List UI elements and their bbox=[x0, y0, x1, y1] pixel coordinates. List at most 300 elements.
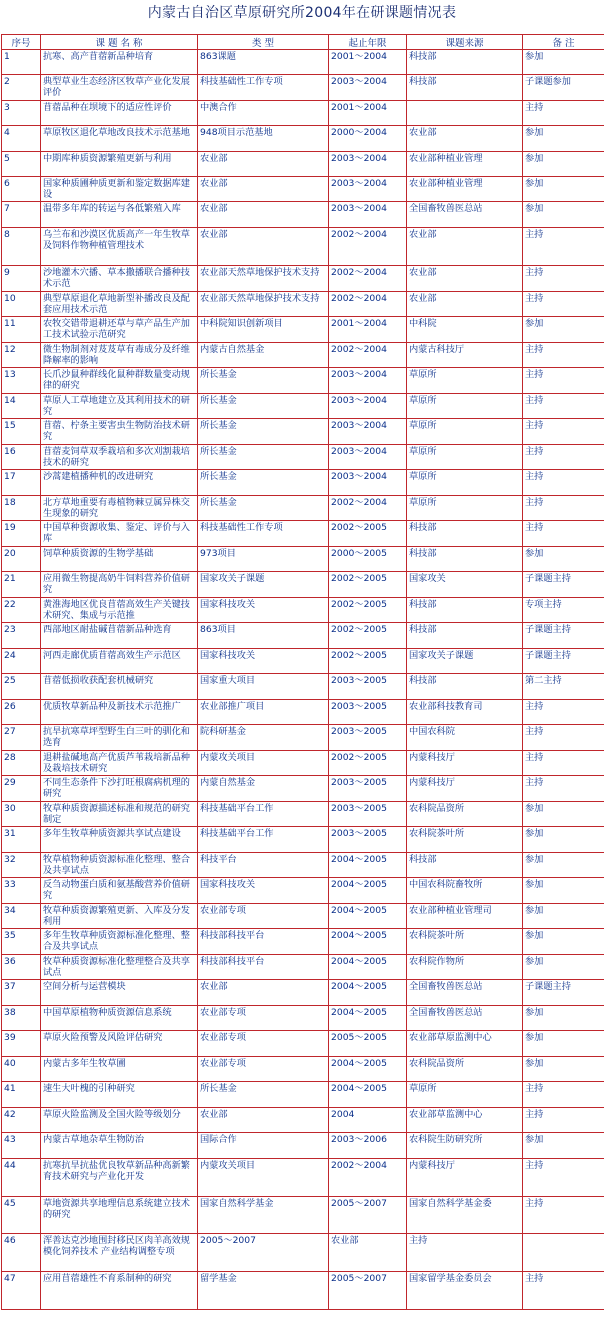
cell-no: 21 bbox=[2, 572, 41, 598]
cell-project-name: 应用微生物提高奶牛饲料营养价值研究 bbox=[41, 572, 198, 598]
cell-period: 2003～2005 bbox=[329, 802, 407, 827]
cell-type: 农业部 bbox=[198, 177, 329, 202]
table-body bbox=[2, 50, 604, 1310]
cell-source: 内蒙古科技厅 bbox=[407, 343, 523, 368]
cell-type: 科技基础平台工作 bbox=[198, 802, 329, 827]
cell-project-name: 草原火险监测及全国火险等级划分 bbox=[41, 1108, 198, 1133]
cell-no: 26 bbox=[2, 700, 41, 725]
cell-project-name: 沙蒿建植播种机的改进研究 bbox=[41, 470, 198, 496]
cell-remark: 主持 bbox=[523, 292, 604, 317]
cell-remark: 主持 bbox=[523, 470, 604, 496]
cell-type: 所长基金 bbox=[198, 368, 329, 394]
cell-remark: 参加 bbox=[523, 1133, 604, 1159]
cell-period: 2003～2005 bbox=[329, 776, 407, 802]
cell-no: 23 bbox=[2, 623, 41, 649]
cell-type: 863项目 bbox=[198, 623, 329, 649]
table-row bbox=[2, 496, 604, 521]
cell-period: 2002～2005 bbox=[329, 751, 407, 776]
cell-remark: 参加 bbox=[523, 802, 604, 827]
cell-source: 农科院茶叶所 bbox=[407, 929, 523, 955]
table-row bbox=[2, 929, 604, 955]
cell-no: 39 bbox=[2, 1031, 41, 1057]
cell-remark: 主持 bbox=[523, 1272, 604, 1310]
cell-source: 科技部 bbox=[407, 50, 523, 75]
cell-project-name: 苜蓿、柠条主要害虫生物防治技术研究 bbox=[41, 419, 198, 445]
cell-source: 主持 bbox=[407, 1234, 523, 1272]
cell-period: 2004～2005 bbox=[329, 955, 407, 980]
cell-source: 草原所 bbox=[407, 470, 523, 496]
cell-remark: 主持 bbox=[523, 521, 604, 547]
cell-project-name: 草地资源共享地理信息系统建立技术的研究 bbox=[41, 1197, 198, 1234]
cell-no: 18 bbox=[2, 496, 41, 521]
cell-no: 6 bbox=[2, 177, 41, 202]
table-row bbox=[2, 292, 604, 317]
cell-project-name: 沙地灌木穴播、草本撒播联合播种技术示范 bbox=[41, 266, 198, 292]
cell-project-name: 国家种质圃种质更新和鉴定数据库建设 bbox=[41, 177, 198, 202]
cell-project-name: 草原火险预警及风险评估研究 bbox=[41, 1031, 198, 1057]
cell-no: 29 bbox=[2, 776, 41, 802]
cell-period: 2003～2005 bbox=[329, 827, 407, 853]
cell-remark: 参加 bbox=[523, 317, 604, 343]
cell-project-name: 多年生牧草种质资源共享试点建设 bbox=[41, 827, 198, 853]
cell-type: 农业部专项 bbox=[198, 904, 329, 929]
cell-source: 草原所 bbox=[407, 394, 523, 419]
cell-remark: 子课题主持 bbox=[523, 623, 604, 649]
cell-project-name: 草原人工草地建立及其利用技术的研究 bbox=[41, 394, 198, 419]
table-row bbox=[2, 751, 604, 776]
cell-project-name: 应用苜蓿雄性不育系制种的研究 bbox=[41, 1272, 198, 1310]
cell-type: 农业部 bbox=[198, 1108, 329, 1133]
cell-no: 5 bbox=[2, 152, 41, 177]
cell-remark: 参加 bbox=[523, 177, 604, 202]
cell-no: 15 bbox=[2, 419, 41, 445]
cell-project-name: 草原牧区退化草地改良技术示范基地 bbox=[41, 126, 198, 152]
cell-type: 科技基础性工作专项 bbox=[198, 521, 329, 547]
cell-remark: 子课题主持 bbox=[523, 572, 604, 598]
cell-source: 草原所 bbox=[407, 368, 523, 394]
cell-remark: 主持 bbox=[523, 266, 604, 292]
cell-type: 内蒙攻关项目 bbox=[198, 1159, 329, 1197]
cell-source: 草原所 bbox=[407, 419, 523, 445]
cell-no: 37 bbox=[2, 980, 41, 1006]
table-row bbox=[2, 547, 604, 572]
table-row bbox=[2, 368, 604, 394]
cell-no: 41 bbox=[2, 1082, 41, 1108]
cell-remark: 主持 bbox=[523, 725, 604, 751]
cell-source: 农业部科技教育司 bbox=[407, 700, 523, 725]
cell-no: 13 bbox=[2, 368, 41, 394]
cell-no: 40 bbox=[2, 1057, 41, 1082]
cell-type: 农业部专项 bbox=[198, 1006, 329, 1031]
cell-period: 2003～2004 bbox=[329, 419, 407, 445]
cell-source: 农科院作物所 bbox=[407, 955, 523, 980]
cell-no: 34 bbox=[2, 904, 41, 929]
cell-project-name: 温带多年库的转运与各低繁殖入库 bbox=[41, 202, 198, 228]
table-row bbox=[2, 521, 604, 547]
cell-source: 草原所 bbox=[407, 1082, 523, 1108]
cell-source: 内蒙科技厅 bbox=[407, 776, 523, 802]
table-row bbox=[2, 343, 604, 368]
table-row bbox=[2, 1272, 604, 1310]
cell-remark: 主持 bbox=[523, 1159, 604, 1197]
cell-project-name: 河西走廊优质苜蓿高效生产示范区 bbox=[41, 649, 198, 674]
cell-type: 863课题 bbox=[198, 50, 329, 75]
cell-project-name: 多年生牧草种质资源标准化整理、整合及共享试点 bbox=[41, 929, 198, 955]
cell-type: 国家重大项目 bbox=[198, 674, 329, 700]
cell-period: 2004～2005 bbox=[329, 929, 407, 955]
table-row bbox=[2, 445, 604, 470]
cell-source: 全国畜牧兽医总站 bbox=[407, 1006, 523, 1031]
cell-period: 2003～2004 bbox=[329, 75, 407, 101]
cell-type: 农业部 bbox=[198, 980, 329, 1006]
cell-type: 国际合作 bbox=[198, 1133, 329, 1159]
cell-project-name: 不同生态条件下沙打旺根腐病机理的研究 bbox=[41, 776, 198, 802]
cell-no: 9 bbox=[2, 266, 41, 292]
cell-period: 2004～2005 bbox=[329, 1082, 407, 1108]
cell-remark: 参加 bbox=[523, 547, 604, 572]
cell-period: 2004～2005 bbox=[329, 853, 407, 878]
cell-period: 2003～2005 bbox=[329, 725, 407, 751]
cell-no: 31 bbox=[2, 827, 41, 853]
cell-remark bbox=[523, 1234, 604, 1272]
cell-period: 2002～2004 bbox=[329, 1159, 407, 1197]
cell-type: 948项目示范基地 bbox=[198, 126, 329, 152]
cell-period: 2004 bbox=[329, 1108, 407, 1133]
cell-period: 2001～2004 bbox=[329, 50, 407, 75]
cell-no: 16 bbox=[2, 445, 41, 470]
cell-no: 20 bbox=[2, 547, 41, 572]
table-header-row bbox=[2, 35, 604, 50]
table-row bbox=[2, 152, 604, 177]
table-row bbox=[2, 1108, 604, 1133]
cell-no: 24 bbox=[2, 649, 41, 674]
table-row bbox=[2, 904, 604, 929]
cell-type: 内蒙自然基金 bbox=[198, 776, 329, 802]
cell-project-name: 牧草种质资源繁殖更新、入库及分发利用 bbox=[41, 904, 198, 929]
cell-remark: 参加 bbox=[523, 827, 604, 853]
cell-remark: 专项主持 bbox=[523, 598, 604, 623]
cell-source: 农业部草原监测中心 bbox=[407, 1031, 523, 1057]
cell-project-name: 黄淮海地区优良苜蓿高效生产关键技术研究、集成与示范推 bbox=[41, 598, 198, 623]
table-row bbox=[2, 1234, 604, 1272]
cell-source: 农业部 bbox=[407, 228, 523, 266]
cell-type: 农业部 bbox=[198, 152, 329, 177]
cell-no: 14 bbox=[2, 394, 41, 419]
cell-type: 农业部天然草地保护技术支持 bbox=[198, 292, 329, 317]
cell-no: 17 bbox=[2, 470, 41, 496]
cell-remark: 主持 bbox=[523, 1108, 604, 1133]
table-row bbox=[2, 827, 604, 853]
table-row bbox=[2, 878, 604, 904]
header-source: 课题来源 bbox=[407, 35, 523, 50]
table-row bbox=[2, 1031, 604, 1057]
cell-period: 2003～2004 bbox=[329, 202, 407, 228]
cell-no: 25 bbox=[2, 674, 41, 700]
cell-remark: 参加 bbox=[523, 853, 604, 878]
cell-no: 1 bbox=[2, 50, 41, 75]
table-row bbox=[2, 202, 604, 228]
cell-no: 12 bbox=[2, 343, 41, 368]
cell-period: 2001～2004 bbox=[329, 317, 407, 343]
table-row bbox=[2, 700, 604, 725]
cell-period: 2002～2005 bbox=[329, 598, 407, 623]
cell-type: 973项目 bbox=[198, 547, 329, 572]
cell-remark: 主持 bbox=[523, 496, 604, 521]
table-row bbox=[2, 674, 604, 700]
cell-source: 国家攻关 bbox=[407, 572, 523, 598]
cell-no: 4 bbox=[2, 126, 41, 152]
cell-remark: 参加 bbox=[523, 1057, 604, 1082]
cell-no: 47 bbox=[2, 1272, 41, 1310]
cell-project-name: 牧草植物种质资源标准化整理、整合及共享试点 bbox=[41, 853, 198, 878]
cell-period: 2005～2007 bbox=[329, 1272, 407, 1310]
cell-type: 国家科技攻关 bbox=[198, 878, 329, 904]
table-row bbox=[2, 1159, 604, 1197]
cell-type: 农业部天然草地保护技术支持 bbox=[198, 266, 329, 292]
cell-no: 7 bbox=[2, 202, 41, 228]
table-row bbox=[2, 853, 604, 878]
cell-source: 草原所 bbox=[407, 496, 523, 521]
cell-source: 内蒙科技厅 bbox=[407, 1159, 523, 1197]
table-row bbox=[2, 725, 604, 751]
cell-project-name: 牧草种质资源描述标准和规范的研究制定 bbox=[41, 802, 198, 827]
cell-period: 2005～2005 bbox=[329, 1031, 407, 1057]
cell-source: 农业部种植业管理 bbox=[407, 152, 523, 177]
table-row bbox=[2, 1133, 604, 1159]
cell-no: 38 bbox=[2, 1006, 41, 1031]
cell-type: 国家自然科学基金 bbox=[198, 1197, 329, 1234]
page-title: 内蒙古自治区草原研究所2004年在研课题情况表 bbox=[147, 5, 457, 21]
cell-project-name: 农牧交错带退耕还草与草产品生产加工技术试验示范研究 bbox=[41, 317, 198, 343]
cell-remark: 主持 bbox=[523, 700, 604, 725]
cell-period: 农业部 bbox=[329, 1234, 407, 1272]
cell-source: 农科院品资所 bbox=[407, 802, 523, 827]
cell-project-name: 反刍动物蛋白质和氨基酸营养价值研究 bbox=[41, 878, 198, 904]
cell-type: 农业部专项 bbox=[198, 1031, 329, 1057]
cell-source: 科技部 bbox=[407, 674, 523, 700]
cell-source: 草原所 bbox=[407, 445, 523, 470]
cell-type: 农业部 bbox=[198, 228, 329, 266]
cell-project-name: 饲草种质资源的生物学基础 bbox=[41, 547, 198, 572]
cell-source: 农业部 bbox=[407, 292, 523, 317]
cell-source: 科技部 bbox=[407, 853, 523, 878]
table-row bbox=[2, 802, 604, 827]
cell-project-name: 牧草种质资源标准化整理整合及共享试点 bbox=[41, 955, 198, 980]
cell-no: 10 bbox=[2, 292, 41, 317]
cell-source: 科技部 bbox=[407, 623, 523, 649]
cell-no: 22 bbox=[2, 598, 41, 623]
table-row bbox=[2, 317, 604, 343]
cell-type: 科技部科技平台 bbox=[198, 929, 329, 955]
cell-remark: 主持 bbox=[523, 343, 604, 368]
cell-period: 2002～2004 bbox=[329, 292, 407, 317]
cell-period: 2003～2004 bbox=[329, 445, 407, 470]
cell-period: 2002～2004 bbox=[329, 343, 407, 368]
table-row bbox=[2, 126, 604, 152]
cell-source bbox=[407, 101, 523, 126]
cell-period: 2003～2004 bbox=[329, 177, 407, 202]
cell-source: 国家留学基金委员会 bbox=[407, 1272, 523, 1310]
cell-period: 2000～2004 bbox=[329, 126, 407, 152]
cell-period: 2002～2004 bbox=[329, 228, 407, 266]
table-row bbox=[2, 228, 604, 266]
cell-period: 2003～2004 bbox=[329, 152, 407, 177]
cell-remark: 参加 bbox=[523, 50, 604, 75]
cell-type: 2005～2007 bbox=[198, 1234, 329, 1272]
table-row bbox=[2, 623, 604, 649]
cell-remark: 主持 bbox=[523, 419, 604, 445]
cell-no: 3 bbox=[2, 101, 41, 126]
cell-source: 农业部种植业管理司 bbox=[407, 904, 523, 929]
cell-no: 36 bbox=[2, 955, 41, 980]
cell-project-name: 苜蓿麦饲草双季栽培和多次刈割栽培技术的研究 bbox=[41, 445, 198, 470]
cell-type: 所长基金 bbox=[198, 470, 329, 496]
cell-project-name: 乌兰布和沙漠区优质高产一年生牧草及饲料作物种植管理技术 bbox=[41, 228, 198, 266]
cell-remark: 主持 bbox=[523, 445, 604, 470]
header-period: 起止年限 bbox=[329, 35, 407, 50]
cell-period: 2002～2004 bbox=[329, 266, 407, 292]
cell-period: 2004～2005 bbox=[329, 980, 407, 1006]
cell-period: 2003～2004 bbox=[329, 470, 407, 496]
cell-period: 2004～2005 bbox=[329, 878, 407, 904]
cell-no: 42 bbox=[2, 1108, 41, 1133]
cell-remark: 主持 bbox=[523, 776, 604, 802]
cell-source: 中科院 bbox=[407, 317, 523, 343]
cell-type: 科技基础性工作专项 bbox=[198, 75, 329, 101]
cell-type: 国家科技攻关 bbox=[198, 598, 329, 623]
cell-period: 2004～2005 bbox=[329, 1057, 407, 1082]
cell-type: 所长基金 bbox=[198, 419, 329, 445]
cell-project-name: 浑善达克沙地围封移民区肉羊高效规模化饲养技术 产业结构调整专项 bbox=[41, 1234, 198, 1272]
cell-remark: 参加 bbox=[523, 955, 604, 980]
cell-type: 科技部科技平台 bbox=[198, 955, 329, 980]
cell-project-name: 中期库种质资源繁殖更新与利用 bbox=[41, 152, 198, 177]
table-row bbox=[2, 1057, 604, 1082]
cell-project-name: 长爪沙鼠种群线化鼠种群数量变动规律的研究 bbox=[41, 368, 198, 394]
cell-project-name: 抗寒、高产苜蓿新品种培育 bbox=[41, 50, 198, 75]
cell-remark: 参加 bbox=[523, 152, 604, 177]
cell-source: 科技部 bbox=[407, 598, 523, 623]
cell-remark: 参加 bbox=[523, 1031, 604, 1057]
cell-type: 所长基金 bbox=[198, 1082, 329, 1108]
cell-remark: 参加 bbox=[523, 1006, 604, 1031]
table-row bbox=[2, 1197, 604, 1234]
cell-remark: 参加 bbox=[523, 202, 604, 228]
cell-remark: 参加 bbox=[523, 126, 604, 152]
cell-no: 35 bbox=[2, 929, 41, 955]
cell-project-name: 退耕盐碱地高产优质芦苇栽培新品种及栽培技术研究 bbox=[41, 751, 198, 776]
cell-period: 2004～2005 bbox=[329, 904, 407, 929]
table-row bbox=[2, 649, 604, 674]
cell-type: 所长基金 bbox=[198, 496, 329, 521]
cell-type: 所长基金 bbox=[198, 445, 329, 470]
cell-remark: 主持 bbox=[523, 228, 604, 266]
cell-no: 44 bbox=[2, 1159, 41, 1197]
header-project-name: 课 题 名 称 bbox=[41, 35, 198, 50]
cell-type: 国家攻关子课题 bbox=[198, 572, 329, 598]
cell-project-name: 北方草地重要有毒植物棘豆属异株交生现象的研究 bbox=[41, 496, 198, 521]
table-row bbox=[2, 980, 604, 1006]
table-row bbox=[2, 394, 604, 419]
cell-source: 全国畜牧兽医总站 bbox=[407, 980, 523, 1006]
cell-project-name: 苜蓿品种在坝境下的适应性评价 bbox=[41, 101, 198, 126]
cell-source: 内蒙科技厅 bbox=[407, 751, 523, 776]
cell-remark: 第二主持 bbox=[523, 674, 604, 700]
table-row bbox=[2, 470, 604, 496]
cell-project-name: 西部地区耐盐碱苜蓿新品种选育 bbox=[41, 623, 198, 649]
cell-no: 27 bbox=[2, 725, 41, 751]
cell-type: 农业部专项 bbox=[198, 1057, 329, 1082]
cell-period: 2002～2005 bbox=[329, 649, 407, 674]
cell-project-name: 空间分析与运营模块 bbox=[41, 980, 198, 1006]
cell-source: 中国农科院畜牧所 bbox=[407, 878, 523, 904]
cell-project-name: 内蒙古草地杂草生物防治 bbox=[41, 1133, 198, 1159]
cell-no: 46 bbox=[2, 1234, 41, 1272]
table-row bbox=[2, 50, 604, 75]
cell-remark: 子课题参加 bbox=[523, 75, 604, 101]
cell-type: 院科研基金 bbox=[198, 725, 329, 751]
cell-type: 中科院知识创新项目 bbox=[198, 317, 329, 343]
cell-source: 科技部 bbox=[407, 75, 523, 101]
cell-remark: 参加 bbox=[523, 929, 604, 955]
cell-type: 农业部推广项目 bbox=[198, 700, 329, 725]
cell-remark: 参加 bbox=[523, 878, 604, 904]
cell-period: 2003～2004 bbox=[329, 368, 407, 394]
cell-source: 农业部种植业管理 bbox=[407, 177, 523, 202]
cell-remark: 主持 bbox=[523, 751, 604, 776]
cell-no: 8 bbox=[2, 228, 41, 266]
table-row bbox=[2, 75, 604, 101]
table-row bbox=[2, 776, 604, 802]
cell-source: 农业部 bbox=[407, 126, 523, 152]
cell-period: 2002～2005 bbox=[329, 521, 407, 547]
cell-no: 19 bbox=[2, 521, 41, 547]
cell-source: 科技部 bbox=[407, 521, 523, 547]
cell-source: 全国畜牧兽医总站 bbox=[407, 202, 523, 228]
cell-period: 2000～2005 bbox=[329, 547, 407, 572]
cell-project-name: 抗旱抗寒草坪型野生白三叶的驯化和选育 bbox=[41, 725, 198, 751]
header-remark: 备 注 bbox=[523, 35, 604, 50]
table-row bbox=[2, 101, 604, 126]
table-row bbox=[2, 598, 604, 623]
cell-period: 2001～2004 bbox=[329, 101, 407, 126]
header-type: 类 型 bbox=[198, 35, 329, 50]
cell-project-name: 中国草原植物种质资源信息系统 bbox=[41, 1006, 198, 1031]
table-row bbox=[2, 266, 604, 292]
cell-no: 32 bbox=[2, 853, 41, 878]
cell-period: 2005～2007 bbox=[329, 1197, 407, 1234]
cell-type: 国家科技攻关 bbox=[198, 649, 329, 674]
cell-no: 43 bbox=[2, 1133, 41, 1159]
cell-source: 农业部草监测中心 bbox=[407, 1108, 523, 1133]
cell-project-name: 典型草业生态经济区牧草产业化发展评价 bbox=[41, 75, 198, 101]
cell-project-name: 内蒙古多年生牧草圃 bbox=[41, 1057, 198, 1082]
cell-no: 2 bbox=[2, 75, 41, 101]
cell-period: 2003～2006 bbox=[329, 1133, 407, 1159]
cell-source: 中国农科院 bbox=[407, 725, 523, 751]
cell-remark: 子课题主持 bbox=[523, 980, 604, 1006]
cell-remark: 主持 bbox=[523, 1197, 604, 1234]
cell-project-name: 优质牧草新品种及新技术示范推广 bbox=[41, 700, 198, 725]
cell-source: 科技部 bbox=[407, 547, 523, 572]
cell-no: 28 bbox=[2, 751, 41, 776]
cell-remark: 参加 bbox=[523, 904, 604, 929]
cell-remark: 主持 bbox=[523, 368, 604, 394]
cell-project-name: 微生物制剂对芨芨草有毒成分及纤维降解率的影响 bbox=[41, 343, 198, 368]
header-no: 序号 bbox=[2, 35, 41, 50]
cell-period: 2003～2005 bbox=[329, 700, 407, 725]
cell-remark: 主持 bbox=[523, 101, 604, 126]
